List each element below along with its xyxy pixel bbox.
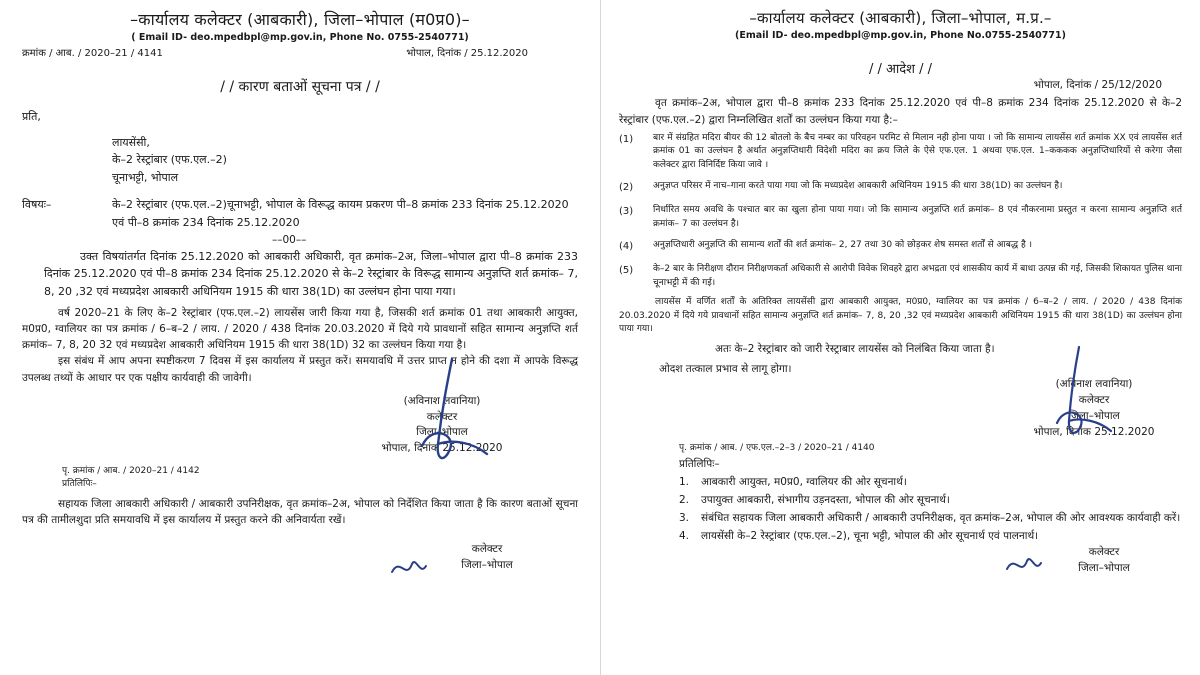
reference-row <box>22 45 578 59</box>
office-contact: (Email ID- deo.mpedbpl@mp.gov.in, Phone No.0755-2540771) <box>735 30 1066 41</box>
signature-place-date: भोपाल, दिनांक 25.12.2020 <box>1033 425 1155 438</box>
violation-item: (4) अनुज्ञप्तिधारी अनुज्ञप्ति की सामान्य शर्तों की शर्त क्रमांक– 2, 27 तथा 30 को छोड़कर शेष समस्त शर्तों से आबद्ध है । <box>619 240 1032 253</box>
signatory-designation: कलेक्टर <box>1088 546 1120 559</box>
separator: ––00–– <box>272 233 307 246</box>
signature-block <box>322 394 562 457</box>
prati-label: प्रति, <box>22 110 41 123</box>
copy-list <box>679 474 1182 545</box>
endorsement-label: प्रतिलिपिः– <box>62 479 97 490</box>
body-paragraph: उक्त विषयांतर्गत दिनांक 25.12.2020 को आबकारी अधिकारी, वृत क्रमांक–2अ, जिला–भोपाल द्वारा पी–8 क्रमांक 233 दिनांक 25.12.2020 एवं पी–8 क्रमांक 234 दिनांक 25.12.2020 से के–2 रेस्ट्रांबार के विरूद्ध सामान्य अनुज्ञप्ति शर्त क्रमांक– 7, 8, 20 ,32 एवं मध्यप्रदेश आबकारी अधिनियम 1915 की धारा 38(1D) का उल्लंघन होना पाया गया। <box>44 249 578 299</box>
office-header-title: –कार्यालय कलेक्टर (आबकारी), जिला–भोपाल, म.प्र.– <box>749 9 1052 27</box>
violation-item: (5) के–2 बार के निरीक्षण दौरान निरीक्षणकर्ता अधिकारी से आरोपी विवेक शिवहरे द्वारा अभद्रता एवं शासकीय कार्य में बाधा उत्पन्न की गई, जिसकी शिकायत पुलिस थाना चूनाभट्टी में की गई। <box>619 264 1182 288</box>
endorsement-reference: पृ. क्रमांक / आब. / एफ.एल.–2–3 / 2020–21 / 4140 <box>679 443 875 454</box>
copy-item: 1. आबकारी आयुक्त, म0प्र0, ग्वालियर की ओर सूचनार्थ। <box>679 476 907 489</box>
endorsement-text: सहायक जिला आबकारी अधिकारी / आबकारी उपनिरीक्षक, वृत क्रमांक–2अ, भोपाल को निर्देशित किया जाता है कि कारण बताओं सूचना पत्र की तामीलशुदा प्रति समयावधि में इस कार्यालय में प्रस्तुत करने की अनिवार्यता रखें। <box>22 497 578 527</box>
copy-item: 2. उपायुक्त आबकारी, संभागीय उड़नदस्ता, भोपाल की ओर सूचनार्थ। <box>679 493 950 506</box>
suspension-paragraph: अतः के–2 रेस्ट्रांबार को जारी रेस्ट्राबार लायसेंस को निलंबित किया जाता है। <box>715 342 995 355</box>
addressee-line: के–2 रेस्ट्रांबार (एफ.एल.–2) <box>112 153 227 167</box>
license-violation-paragraph: लायसेंस में वर्णित शर्तों के अतिरिक्त लायसेंसी द्वारा आबकारी आयुक्त, म0प्र0, ग्वालियर का पत्र क्रमांक / 6–ब–2 / लाय. / 2020 / 438 दिनांक 20.03.2020 में दिये गये प्रावधानों सहित सामान्य अनुज्ञप्ति शर्त क्रमांक– 7, 8, 20 ,32 एवं मध्यप्रदेश आबकारी अधिनियम 1915 की धारा 38(1D) का उल्लंघन होना पाया गया। <box>619 297 1182 335</box>
signatory-designation: कलेक्टर <box>426 410 458 423</box>
signatory-name: (अविनाश लवानिया) <box>403 394 481 407</box>
effect-paragraph: ओदश तत्काल प्रभाव से लागू होगा। <box>659 363 792 376</box>
signature-scribble <box>392 354 512 474</box>
violation-item: (3) निर्धारित समय अवधि के पश्चात बार का खुला होना पाया गया। जो कि सामान्य अनुज्ञप्ति शर्त क्रमांक– 8 एवं नौकरनामा प्रस्तुत न करना सामान्य अनुज्ञप्ति शर्त क्रमांक– 7 का उल्लंघन है। <box>619 205 1182 229</box>
signatory-district: जिला–भोपाल <box>416 426 468 439</box>
violation-list <box>619 132 1182 291</box>
signatory-district: जिला–भोपाल <box>1078 562 1130 575</box>
endorsement-reference: पृ. क्रमांक / आब. / 2020–21 / 4142 <box>62 465 200 476</box>
suspension-order <box>600 0 1200 675</box>
order-place-date: भोपाल, दिनांक / 25/12/2020 <box>1033 79 1162 91</box>
addressee-line: लायसेंसी, <box>112 135 150 149</box>
signatory-designation: कलेक्टर <box>1078 394 1110 407</box>
subject-block <box>22 196 578 231</box>
signature-scribble <box>1039 343 1129 443</box>
violation-item: (2) अनुज्ञप्त परिसर में नाच–गाना करते पाया गया जो कि मध्यप्रदेश आबकारी अधिनियम 1915 की धारा 38(1D) का उल्लंघन है। <box>619 181 1063 194</box>
signature-place-date: भोपाल, दिनांक 25.12.2020 <box>381 442 503 455</box>
addressee-line: चूनाभट्टी, भोपाल <box>112 170 179 184</box>
notice-title: / / कारण बताओं सूचना पत्र / / <box>220 79 380 95</box>
copy-item: 4. लायसेंसी के–2 रेस्ट्रांबार (एफ.एल.–2), चूना भट्टी, भोपाल की ओर सूचनार्थ एवं पालनार्थ। <box>679 529 1039 542</box>
signatory-designation: कलेक्टर <box>471 543 503 556</box>
violation-item: (1) बार में संग्रहित मदिरा बीयर की 12 बोतलो के बैच नम्बर का परिवहन परमिट से मिलान नही होना पाया । जो कि सामान्य लायसेंस शर्त क्रमांक XX एवं लायसेंस शर्त क्रमांक 01 का उल्लंघन है अर्थात अनुज्ञप्तिधारी विदेशी मदिरा का क्रय जिले के ऐसे एफ.एल. 1 अथवा एफ.एल. 1–कककक अनुज्ञप्तिधारियों से करेगा जैसा कलेक्टर द्वारा विनिर्दिष्ट किया जावे । <box>619 132 1182 170</box>
signatory-district: जिला–भोपाल <box>461 559 513 572</box>
endorsement-signature <box>1039 545 1169 577</box>
signatory-name: (अविनाश लवानिया) <box>1055 378 1133 391</box>
initials-scribble <box>1003 549 1043 579</box>
endorsement-label: प्रतिलिपिः– <box>679 457 720 470</box>
subject-text: के–2 रेस्ट्रांबार (एफ.एल.–2)चूनाभट्टी, भोपाल के विरूद्ध कायम प्रकरण पी–8 क्रमांक 233 दिनांक 25.12.2020 एवं पी–8 क्रमांक 234 दिनांक 25.12.2020 <box>112 198 569 229</box>
addressee-block <box>112 134 578 187</box>
order-title: / / आदेश / / <box>868 62 933 77</box>
initials-scribble <box>388 552 428 582</box>
office-contact: ( Email ID- deo.mpedbpl@mp.gov.in, Phone No. 0755-2540771) <box>131 32 469 43</box>
copy-item: 3. संबंधित सहायक जिला आबकारी अधिकारी / आबकारी उपनिरीक्षक, वृत क्रमांक–2अ, भोपाल की ओर आवश्यक कार्यवाही करें। <box>679 511 1181 524</box>
body-paragraph: इस संबंध में आप अपना स्पष्टीकरण 7 दिवस में इस कार्यालय में प्रस्तुत करें। समयावधि में उत्तर प्राप्त न होने की दशा में आपके विरूद्ध उपलब्ध तथ्यों के आधार पर एक पक्षीय कार्यवाही की जावेगी। <box>22 355 578 384</box>
endorsement-signature <box>422 542 552 574</box>
place-date: भोपाल, दिनांक / 25.12.2020 <box>406 48 528 59</box>
office-header-title: –कार्यालय कलेक्टर (आबकारी), जिला–भोपाल (म0प्र0)– <box>130 10 470 29</box>
subject-label: विषयः– <box>22 198 52 212</box>
reference-number: क्रमांक / आब. / 2020–21 / 4141 <box>22 48 163 59</box>
body-paragraph: वर्ष 2020–21 के लिए के–2 रेस्ट्रांबार (एफ.एल.–2) लायसेंस जारी किया गया है, जिसकी शर्त क्रमांक 01 तथा आबकारी आयुक्त, म0प्र0, ग्वालियर का पत्र क्रमांक / 6–ब–2 / लाय. / 2020 / 438 दिनांक 20.03.2020 में दिये गये प्रावधानों सहित सामान्य अनुज्ञप्ति शर्त क्रमांक– 7, 8, 20 32 एवं मध्यप्रदेश आबकारी अधिनियम 1915 की धारा 38(1D) 32 का उल्लंघन किया गया है। <box>22 306 578 352</box>
signatory-district: जिला–भोपाल <box>1068 409 1120 422</box>
signature-block <box>1009 377 1179 440</box>
order-intro: वृत क्रमांक–2अ, भोपाल द्वारा पी–8 क्रमांक 233 दिनांक 25.12.2020 एवं पी–8 क्रमांक 234 दिनांक 25.12.2020 से के–2 रेस्ट्रांबार (एफ.एल.–2) द्वारा निम्नलिखित शर्तों का उल्लंघन किया गया है:– <box>619 97 1182 126</box>
